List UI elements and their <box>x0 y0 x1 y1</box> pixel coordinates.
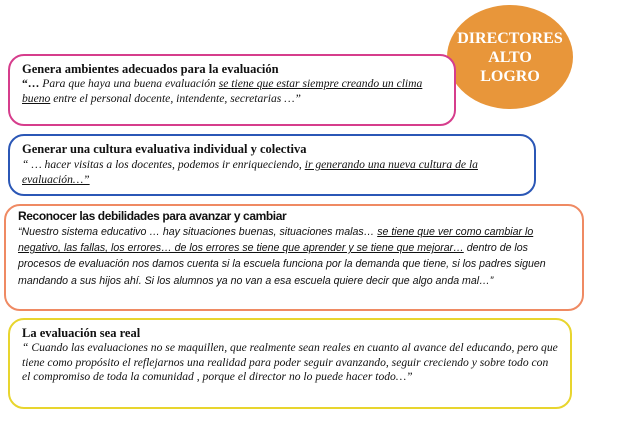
quote-underlined-text: ir generando una nueva cultura de la evaluación…” <box>22 158 478 186</box>
box-title: La evaluación sea real <box>22 326 141 340</box>
box-reconocer-debilidades <box>4 204 584 311</box>
quote-text: “Nuestro sistema educativo … hay situaciones buenas, situaciones malas… <box>18 226 378 238</box>
box-quote <box>22 157 522 187</box>
box-title: Reconocer las debilidades para avanzar y cambiar <box>18 209 287 223</box>
quote-underlined-text: se tiene que ver como cambiar lo negativo, las fallas, los errores… de los errores se tiene que aprender y se tiene que mejorar… <box>18 226 534 255</box>
box-ambientes-adecuados <box>8 54 456 126</box>
box-quote <box>22 77 442 106</box>
directores-alto-logro-badge <box>447 5 573 109</box>
box-title: Genera ambientes adecuados para la evaluación <box>22 62 279 76</box>
box-title: Generar una cultura evaluativa individual y colectiva <box>22 142 307 156</box>
quote-text: Para que haya una buena evaluación <box>39 77 219 90</box>
quote-open-mark: “… <box>22 77 40 90</box>
box-evaluacion-real <box>8 318 572 409</box>
quote-text: entre el personal docente, intendente, secretarias …” <box>50 91 301 105</box>
box-quote <box>18 224 570 289</box>
quote-text: “ … hacer visitas a los docentes, podemos ir enriqueciendo, <box>22 158 305 171</box>
quote-text: dentro de los procesos de evaluación nos damos cuenta si la escuela funciona por la demanda que tiene, si los padres siguen mandando a sus hijos ahí. Si los alumnos ya no van a esa escuela quiere decir que algo anda mal…” <box>18 242 546 287</box>
badge-label: DIRECTORES ALTO LOGRO <box>457 29 563 85</box>
quote-underlined-text: se tiene que estar siempre creando un clima bueno <box>22 77 423 105</box>
box-cultura-evaluativa <box>8 134 536 196</box>
box-quote: “ Cuando las evaluaciones no se maquillen, que realmente sean reales en cuanto al avance del educando, pero que tiene como propósito el reflejarnos una realidad para poder seguir avanzando, seguir creciendo y sobre todo con el compromiso de toda la comunidad , porque el director no lo puede hacer todo…” <box>22 341 558 383</box>
